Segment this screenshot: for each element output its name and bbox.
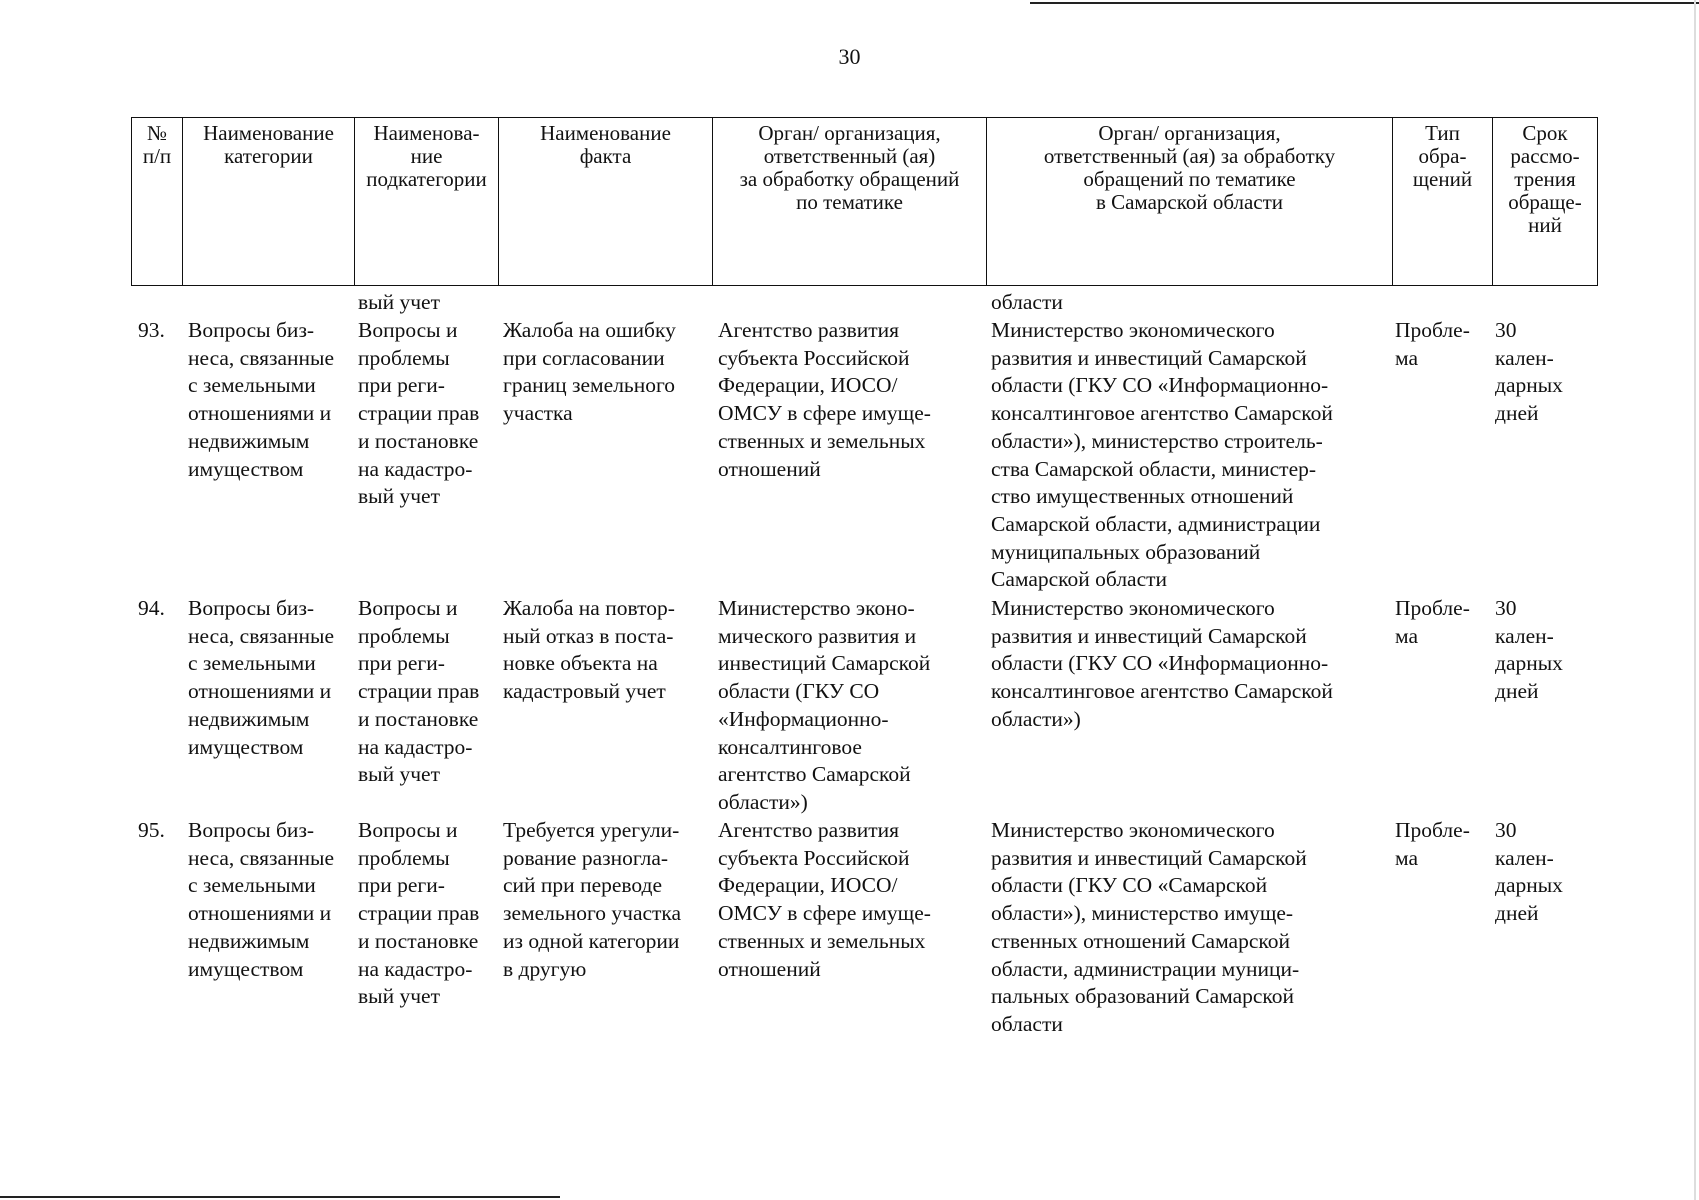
row-term: 30 кален- дарных дней [1495, 818, 1563, 926]
row-org: Агентство развития субъекта Российской Федерации, ИОСО/ ОМСУ в сфере имуще- ственных и земельных отношений [718, 318, 931, 481]
bottom-rule [0, 1196, 560, 1198]
row-term: 30 кален- дарных дней [1495, 318, 1563, 426]
row-term: 30 кален- дарных дней [1495, 596, 1563, 704]
row-category: Вопросы биз- неса, связанные с земельными отношениями и недвижимым имуществом [188, 818, 335, 981]
row-number: 94. [138, 596, 165, 620]
row-fact: Требуется урегули- рование разногла- сий при переводе земельного участка из одной категории в другую [503, 818, 682, 981]
header-org-samara: Орган/ организация, ответственный (ая) за обработку обращений по тематике в Самарской области [987, 118, 1393, 286]
header-term: Срок рассмо- трения обраще- ний [1493, 118, 1598, 286]
header-org: Орган/ организация, ответственный (ая) за обработку обращений по тематике [713, 118, 987, 286]
row-type: Пробле- ма [1395, 318, 1470, 370]
row-fact: Жалоба на повтор- ный отказ в поста- новке объекта на кадастровый учет [503, 596, 675, 704]
header-fact: Наименование факта [499, 118, 713, 286]
row-number: 93. [138, 318, 165, 342]
page-edge [1694, 0, 1696, 1200]
row-org-samara: Министерство экономического развития и инвестиций Самарской области (ГКУ СО «Самарской области»), министерство имуще- ственных отношений Самарской области, администрации муници- пальных образований Самарской области [991, 818, 1307, 1036]
row-type: Пробле- ма [1395, 818, 1470, 870]
row-subcategory: Вопросы и проблемы при реги- страции прав и постановке на кадастро- вый учет [358, 596, 480, 787]
row-org-samara: Министерство экономического развития и инвестиций Самарской области (ГКУ СО «Информационно- консалтинговое агентство Самарской области») [991, 596, 1333, 731]
row-subcategory: Вопросы и проблемы при реги- страции прав и постановке на кадастро- вый учет [358, 318, 480, 509]
header-type: Тип обра- щений [1393, 118, 1493, 286]
row-org: Министерство эконо- мического развития и инвестиций Самарской области (ГКУ СО «Информационно- консалтинговое агентство Самарской области») [718, 596, 931, 814]
row-category: Вопросы биз- неса, связанные с земельными отношениями и недвижимым имуществом [188, 318, 335, 481]
top-rule [1030, 2, 1699, 4]
row-subcategory: Вопросы и проблемы при реги- страции прав и постановке на кадастро- вый учет [358, 818, 480, 1009]
row-org: Агентство развития субъекта Российской Федерации, ИОСО/ ОМСУ в сфере имуще- ственных и земельных отношений [718, 818, 931, 981]
header-category: Наименование категории [183, 118, 355, 286]
row-number: 95. [138, 818, 165, 842]
table-header [131, 117, 1598, 286]
row-fact: Жалоба на ошибку при согласовании границ земельного участка [503, 318, 676, 426]
row-org-samara: Министерство экономического развития и инвестиций Самарской области (ГКУ СО «Информационно- консалтинговое агентство Самарской области»), министерство строитель- ства Самарской области, министер- ство имущественных отношений Самарской области, администрации муниципальных образований Самарской области [991, 318, 1333, 592]
row-type: Пробле- ма [1395, 596, 1470, 648]
continuation-subcategory: вый учет [358, 290, 440, 314]
row-category: Вопросы биз- неса, связанные с земельными отношениями и недвижимым имуществом [188, 596, 335, 759]
header-number: № п/п [132, 118, 183, 286]
page-number: 30 [838, 44, 861, 69]
continuation-org-samara: области [991, 290, 1063, 314]
header-subcategory: Наименова- ние подкатегории [355, 118, 499, 286]
